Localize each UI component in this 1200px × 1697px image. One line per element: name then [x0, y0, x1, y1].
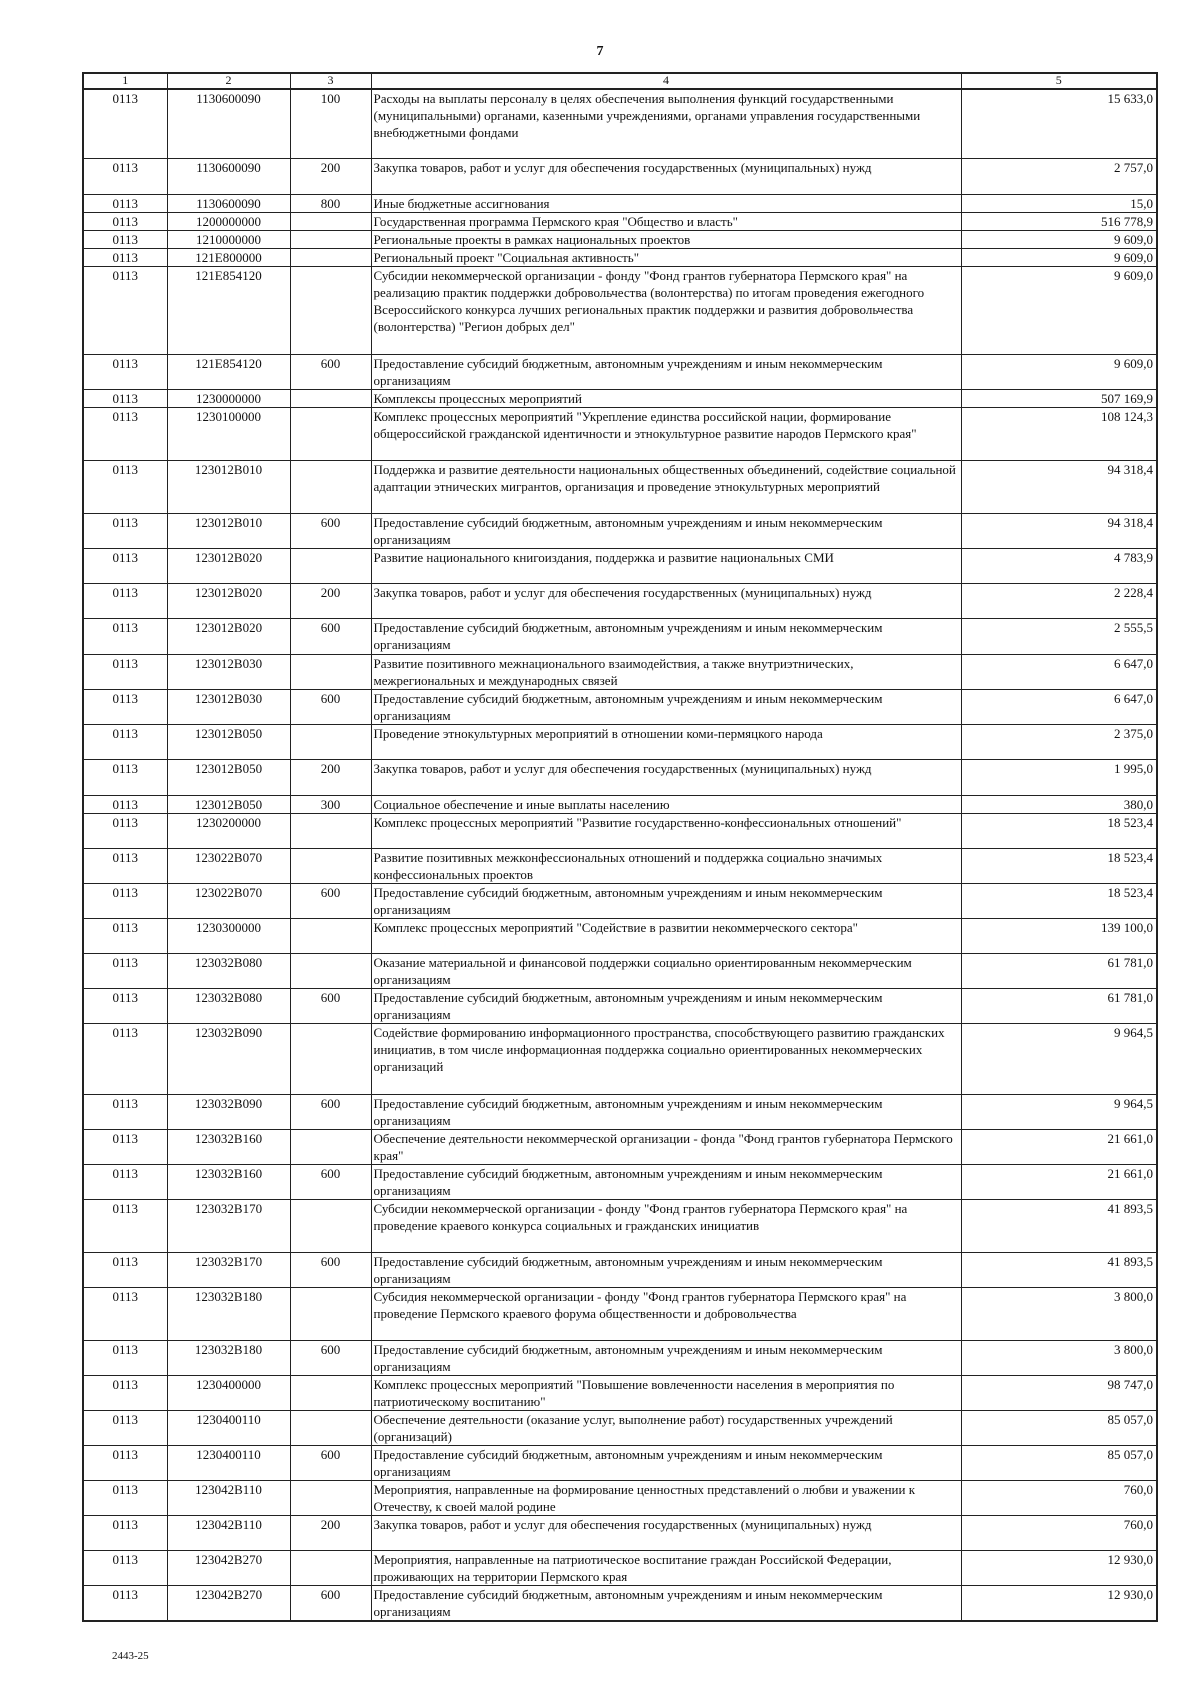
cell-c1: 0113 [83, 390, 167, 408]
cell-c1: 0113 [83, 1481, 167, 1516]
cell-c5: 760,0 [961, 1481, 1157, 1516]
table-body [83, 89, 1157, 1621]
cell-c3 [290, 267, 371, 355]
cell-c1: 0113 [83, 919, 167, 954]
cell-c5: 2 757,0 [961, 159, 1157, 195]
cell-c2: 123032В160 [167, 1165, 290, 1200]
cell-c2: 123032В080 [167, 989, 290, 1024]
cell-c4: Комплекс процессных мероприятий "Развитие государственно-конфессиональных отношений" [371, 814, 961, 849]
cell-c3: 100 [290, 89, 371, 159]
cell-c4: Мероприятия, направленные на патриотическое воспитание граждан Российской Федерации, проживающих на территории Пермского края [371, 1551, 961, 1586]
cell-c2: 123032В160 [167, 1130, 290, 1165]
cell-c5: 94 318,4 [961, 461, 1157, 514]
cell-c3: 200 [290, 1516, 371, 1551]
cell-c1: 0113 [83, 249, 167, 267]
cell-c2: 123032В170 [167, 1200, 290, 1253]
cell-c1: 0113 [83, 231, 167, 249]
cell-c2: 1130600090 [167, 89, 290, 159]
cell-c4: Субсидии некоммерческой организации - фонду "Фонд грантов губернатора Пермского края" на проведение краевого конкурса социальных и гражданских инициатив [371, 1200, 961, 1253]
table-row [83, 514, 1157, 549]
cell-c4: Предоставление субсидий бюджетным, автономным учреждениям и иным некоммерческим организациям [371, 355, 961, 390]
cell-c2: 121E854120 [167, 267, 290, 355]
table-row [83, 1411, 1157, 1446]
cell-c4: Предоставление субсидий бюджетным, автономным учреждениям и иным некоммерческим организациям [371, 1446, 961, 1481]
cell-c1: 0113 [83, 1165, 167, 1200]
cell-c3 [290, 1024, 371, 1095]
cell-c4: Предоставление субсидий бюджетным, автономным учреждениям и иным некоммерческим организациям [371, 884, 961, 919]
cell-c3: 600 [290, 1253, 371, 1288]
table-row [83, 408, 1157, 461]
table-row [83, 1024, 1157, 1095]
cell-c1: 0113 [83, 461, 167, 514]
cell-c5: 2 228,4 [961, 584, 1157, 619]
cell-c4: Проведение этнокультурных мероприятий в отношении коми-пермяцкого народа [371, 725, 961, 760]
cell-c2: 1230200000 [167, 814, 290, 849]
cell-c3: 600 [290, 690, 371, 725]
cell-c3: 600 [290, 514, 371, 549]
cell-c5: 380,0 [961, 796, 1157, 814]
header-col-3: 3 [290, 73, 371, 89]
cell-c5: 41 893,5 [961, 1253, 1157, 1288]
cell-c1: 0113 [83, 884, 167, 919]
cell-c1: 0113 [83, 213, 167, 231]
cell-c1: 0113 [83, 159, 167, 195]
cell-c2: 121E800000 [167, 249, 290, 267]
cell-c3: 600 [290, 1586, 371, 1622]
cell-c3 [290, 1481, 371, 1516]
cell-c1: 0113 [83, 584, 167, 619]
cell-c4: Социальное обеспечение и иные выплаты населению [371, 796, 961, 814]
cell-c4: Поддержка и развитие деятельности национальных общественных объединений, содействие социальной адаптации этнических мигрантов, организация и проведение этнокультурных мероприятий [371, 461, 961, 514]
table-row [83, 549, 1157, 584]
cell-c5: 6 647,0 [961, 690, 1157, 725]
cell-c3 [290, 461, 371, 514]
cell-c1: 0113 [83, 655, 167, 690]
cell-c1: 0113 [83, 514, 167, 549]
cell-c3 [290, 1376, 371, 1411]
cell-c1: 0113 [83, 1341, 167, 1376]
cell-c4: Предоставление субсидий бюджетным, автономным учреждениям и иным некоммерческим организациям [371, 1253, 961, 1288]
cell-c1: 0113 [83, 1551, 167, 1586]
cell-c3: 600 [290, 1095, 371, 1130]
cell-c2: 1130600090 [167, 159, 290, 195]
cell-c3 [290, 814, 371, 849]
cell-c1: 0113 [83, 1516, 167, 1551]
cell-c5: 9 964,5 [961, 1024, 1157, 1095]
cell-c3 [290, 919, 371, 954]
cell-c3 [290, 1200, 371, 1253]
document-code: 2443-25 [112, 1650, 149, 1662]
cell-c2: 123032В090 [167, 1024, 290, 1095]
cell-c1: 0113 [83, 89, 167, 159]
table-row [83, 89, 1157, 159]
cell-c5: 94 318,4 [961, 514, 1157, 549]
cell-c1: 0113 [83, 1446, 167, 1481]
cell-c1: 0113 [83, 954, 167, 989]
page-number: 7 [596, 44, 604, 59]
cell-c3: 300 [290, 796, 371, 814]
cell-c1: 0113 [83, 1024, 167, 1095]
cell-c4: Развитие позитивных межконфессиональных отношений и поддержка социально значимых конфессиональных проектов [371, 849, 961, 884]
cell-c3 [290, 408, 371, 461]
cell-c2: 123012В010 [167, 514, 290, 549]
cell-c5: 108 124,3 [961, 408, 1157, 461]
table-row [83, 1516, 1157, 1551]
cell-c2: 123012В020 [167, 584, 290, 619]
cell-c2: 123032В180 [167, 1341, 290, 1376]
cell-c5: 9 609,0 [961, 267, 1157, 355]
cell-c4: Региональный проект "Социальная активность" [371, 249, 961, 267]
cell-c5: 15 633,0 [961, 89, 1157, 159]
cell-c5: 21 661,0 [961, 1165, 1157, 1200]
cell-c5: 507 169,9 [961, 390, 1157, 408]
cell-c5: 61 781,0 [961, 989, 1157, 1024]
cell-c5: 98 747,0 [961, 1376, 1157, 1411]
cell-c3: 600 [290, 1165, 371, 1200]
cell-c2: 123012В030 [167, 655, 290, 690]
table-row [83, 1130, 1157, 1165]
cell-c2: 1230400000 [167, 1376, 290, 1411]
cell-c1: 0113 [83, 725, 167, 760]
cell-c4: Предоставление субсидий бюджетным, автономным учреждениям и иным некоммерческим организациям [371, 1341, 961, 1376]
cell-c4: Государственная программа Пермского края "Общество и власть" [371, 213, 961, 231]
cell-c3: 200 [290, 760, 371, 796]
cell-c1: 0113 [83, 1200, 167, 1253]
cell-c2: 123012В010 [167, 461, 290, 514]
table-row [83, 1095, 1157, 1130]
table-row [83, 1288, 1157, 1341]
cell-c3 [290, 1411, 371, 1446]
table-row [83, 213, 1157, 231]
header-col-2: 2 [167, 73, 290, 89]
table-row [83, 461, 1157, 514]
cell-c1: 0113 [83, 195, 167, 213]
cell-c2: 123012В020 [167, 619, 290, 655]
table-row [83, 760, 1157, 796]
cell-c3 [290, 1288, 371, 1341]
table-row [83, 355, 1157, 390]
cell-c3: 600 [290, 619, 371, 655]
cell-c4: Развитие позитивного межнационального взаимодействия, а также внутриэтнических, межрегиональных и международных связей [371, 655, 961, 690]
cell-c5: 760,0 [961, 1516, 1157, 1551]
cell-c1: 0113 [83, 989, 167, 1024]
cell-c1: 0113 [83, 796, 167, 814]
cell-c2: 123012В020 [167, 549, 290, 584]
table-row [83, 1446, 1157, 1481]
table-row [83, 390, 1157, 408]
table-row [83, 1551, 1157, 1586]
cell-c5: 85 057,0 [961, 1411, 1157, 1446]
table-row [83, 919, 1157, 954]
cell-c3: 600 [290, 1446, 371, 1481]
cell-c2: 1130600090 [167, 195, 290, 213]
table-header-row [83, 73, 1157, 89]
cell-c1: 0113 [83, 1095, 167, 1130]
cell-c2: 123032В180 [167, 1288, 290, 1341]
cell-c5: 3 800,0 [961, 1288, 1157, 1341]
cell-c4: Предоставление субсидий бюджетным, автономным учреждениям и иным некоммерческим организациям [371, 989, 961, 1024]
cell-c5: 9 609,0 [961, 231, 1157, 249]
cell-c3: 200 [290, 584, 371, 619]
cell-c4: Предоставление субсидий бюджетным, автономным учреждениям и иным некоммерческим организациям [371, 1165, 961, 1200]
cell-c3 [290, 213, 371, 231]
cell-c3: 600 [290, 355, 371, 390]
cell-c5: 516 778,9 [961, 213, 1157, 231]
cell-c1: 0113 [83, 690, 167, 725]
cell-c4: Предоставление субсидий бюджетным, автономным учреждениям и иным некоммерческим организациям [371, 619, 961, 655]
cell-c3 [290, 954, 371, 989]
cell-c5: 12 930,0 [961, 1586, 1157, 1622]
table-row [83, 619, 1157, 655]
table-row [83, 1200, 1157, 1253]
cell-c4: Расходы на выплаты персоналу в целях обеспечения выполнения функций государственными (муниципальными) органами, казенными учреждениями, органами управления государственными внебюджетными фондами [371, 89, 961, 159]
cell-c1: 0113 [83, 408, 167, 461]
cell-c4: Предоставление субсидий бюджетным, автономным учреждениям и иным некоммерческим организациям [371, 1586, 961, 1622]
cell-c4: Комплекс процессных мероприятий "Содействие в развитии некоммерческого сектора" [371, 919, 961, 954]
cell-c5: 21 661,0 [961, 1130, 1157, 1165]
cell-c4: Субсидии некоммерческой организации - фонду "Фонд грантов губернатора Пермского края" на реализацию практик поддержки добровольчества (волонтерства) по итогам проведения ежегодного Всероссийского конкурса лучших региональных практик поддержки и развития добровольчества (волонтерства) "Регион добрых дел" [371, 267, 961, 355]
table-row [83, 1586, 1157, 1622]
cell-c5: 9 609,0 [961, 249, 1157, 267]
table-row [83, 584, 1157, 619]
cell-c4: Обеспечение деятельности некоммерческой организации - фонда "Фонд грантов губернатора Пермского края" [371, 1130, 961, 1165]
cell-c5: 4 783,9 [961, 549, 1157, 584]
cell-c5: 1 995,0 [961, 760, 1157, 796]
table-row [83, 159, 1157, 195]
cell-c4: Закупка товаров, работ и услуг для обеспечения государственных (муниципальных) нужд [371, 1516, 961, 1551]
cell-c2: 1230400110 [167, 1446, 290, 1481]
cell-c3 [290, 249, 371, 267]
cell-c5: 15,0 [961, 195, 1157, 213]
cell-c1: 0113 [83, 1130, 167, 1165]
cell-c1: 0113 [83, 549, 167, 584]
cell-c2: 123042В110 [167, 1516, 290, 1551]
table-row [83, 231, 1157, 249]
cell-c4: Мероприятия, направленные на формирование ценностных представлений о любви и уважении к Отечеству, к своей малой родине [371, 1481, 961, 1516]
table-row [83, 849, 1157, 884]
cell-c3 [290, 549, 371, 584]
cell-c2: 123042В110 [167, 1481, 290, 1516]
cell-c5: 9 964,5 [961, 1095, 1157, 1130]
cell-c1: 0113 [83, 849, 167, 884]
cell-c2: 1210000000 [167, 231, 290, 249]
table-row [83, 249, 1157, 267]
cell-c2: 123032В170 [167, 1253, 290, 1288]
cell-c5: 6 647,0 [961, 655, 1157, 690]
table-row [83, 1481, 1157, 1516]
cell-c2: 123022В070 [167, 884, 290, 919]
table-row [83, 195, 1157, 213]
cell-c4: Комплексы процессных мероприятий [371, 390, 961, 408]
cell-c4: Обеспечение деятельности (оказание услуг, выполнение работ) государственных учреждений (организаций) [371, 1411, 961, 1446]
table-row [83, 814, 1157, 849]
cell-c2: 1200000000 [167, 213, 290, 231]
cell-c3 [290, 1551, 371, 1586]
cell-c4: Закупка товаров, работ и услуг для обеспечения государственных (муниципальных) нужд [371, 760, 961, 796]
cell-c3: 200 [290, 159, 371, 195]
cell-c1: 0113 [83, 760, 167, 796]
cell-c2: 1230100000 [167, 408, 290, 461]
cell-c1: 0113 [83, 1288, 167, 1341]
cell-c5: 3 800,0 [961, 1341, 1157, 1376]
cell-c3 [290, 390, 371, 408]
cell-c2: 123012В050 [167, 796, 290, 814]
table-row [83, 267, 1157, 355]
header-col-1: 1 [83, 73, 167, 89]
cell-c4: Предоставление субсидий бюджетным, автономным учреждениям и иным некоммерческим организациям [371, 690, 961, 725]
cell-c2: 123032В090 [167, 1095, 290, 1130]
cell-c1: 0113 [83, 1586, 167, 1622]
table-row [83, 1253, 1157, 1288]
cell-c4: Закупка товаров, работ и услуг для обеспечения государственных (муниципальных) нужд [371, 584, 961, 619]
cell-c5: 9 609,0 [961, 355, 1157, 390]
cell-c1: 0113 [83, 355, 167, 390]
cell-c4: Региональные проекты в рамках национальных проектов [371, 231, 961, 249]
budget-table [82, 72, 1158, 1622]
cell-c2: 1230300000 [167, 919, 290, 954]
cell-c2: 123032В080 [167, 954, 290, 989]
cell-c2: 123012В050 [167, 725, 290, 760]
cell-c3: 600 [290, 884, 371, 919]
cell-c4: Оказание материальной и финансовой поддержки социально ориентированным некоммерческим организациям [371, 954, 961, 989]
table-row [83, 690, 1157, 725]
cell-c2: 1230400110 [167, 1411, 290, 1446]
cell-c5: 85 057,0 [961, 1446, 1157, 1481]
cell-c3: 800 [290, 195, 371, 213]
cell-c3 [290, 655, 371, 690]
table-row [83, 1376, 1157, 1411]
cell-c4: Закупка товаров, работ и услуг для обеспечения государственных (муниципальных) нужд [371, 159, 961, 195]
cell-c1: 0113 [83, 619, 167, 655]
cell-c1: 0113 [83, 1411, 167, 1446]
cell-c4: Развитие национального книгоиздания, поддержка и развитие национальных СМИ [371, 549, 961, 584]
cell-c4: Субсидия некоммерческой организации - фонду "Фонд грантов губернатора Пермского края" на проведение Пермского краевого форума общественности и добровольчества [371, 1288, 961, 1341]
table-row [83, 989, 1157, 1024]
table-row [83, 725, 1157, 760]
cell-c5: 18 523,4 [961, 814, 1157, 849]
cell-c5: 61 781,0 [961, 954, 1157, 989]
cell-c1: 0113 [83, 1376, 167, 1411]
cell-c5: 139 100,0 [961, 919, 1157, 954]
cell-c3: 600 [290, 1341, 371, 1376]
cell-c4: Предоставление субсидий бюджетным, автономным учреждениям и иным некоммерческим организациям [371, 514, 961, 549]
cell-c2: 123012В050 [167, 760, 290, 796]
cell-c1: 0113 [83, 1253, 167, 1288]
cell-c2: 123022В070 [167, 849, 290, 884]
cell-c1: 0113 [83, 267, 167, 355]
header-col-4: 4 [371, 73, 961, 89]
cell-c2: 121E854120 [167, 355, 290, 390]
cell-c2: 123042В270 [167, 1551, 290, 1586]
cell-c3: 600 [290, 989, 371, 1024]
cell-c5: 12 930,0 [961, 1551, 1157, 1586]
table-row [83, 655, 1157, 690]
table-row [83, 1341, 1157, 1376]
table-row [83, 796, 1157, 814]
cell-c2: 123042В270 [167, 1586, 290, 1622]
cell-c2: 1230000000 [167, 390, 290, 408]
cell-c3 [290, 849, 371, 884]
cell-c4: Иные бюджетные ассигнования [371, 195, 961, 213]
cell-c5: 18 523,4 [961, 884, 1157, 919]
table-row [83, 1165, 1157, 1200]
table-row [83, 954, 1157, 989]
cell-c5: 2 555,5 [961, 619, 1157, 655]
header-col-5: 5 [961, 73, 1157, 89]
cell-c4: Предоставление субсидий бюджетным, автономным учреждениям и иным некоммерческим организациям [371, 1095, 961, 1130]
table-row [83, 884, 1157, 919]
cell-c5: 18 523,4 [961, 849, 1157, 884]
cell-c3 [290, 231, 371, 249]
cell-c3 [290, 1130, 371, 1165]
cell-c4: Комплекс процессных мероприятий "Укрепление единства российской нации, формирование общероссийской гражданской идентичности и этнокультурное развитие народов Пермского края" [371, 408, 961, 461]
cell-c5: 41 893,5 [961, 1200, 1157, 1253]
cell-c4: Содействие формированию информационного пространства, способствующего развитию гражданских инициатив, в том числе информационная поддержка социально ориентированных некоммерческих организаций [371, 1024, 961, 1095]
cell-c4: Комплекс процессных мероприятий "Повышение вовлеченности населения в мероприятия по патриотическому воспитанию" [371, 1376, 961, 1411]
cell-c1: 0113 [83, 814, 167, 849]
cell-c3 [290, 725, 371, 760]
cell-c5: 2 375,0 [961, 725, 1157, 760]
cell-c2: 123012В030 [167, 690, 290, 725]
